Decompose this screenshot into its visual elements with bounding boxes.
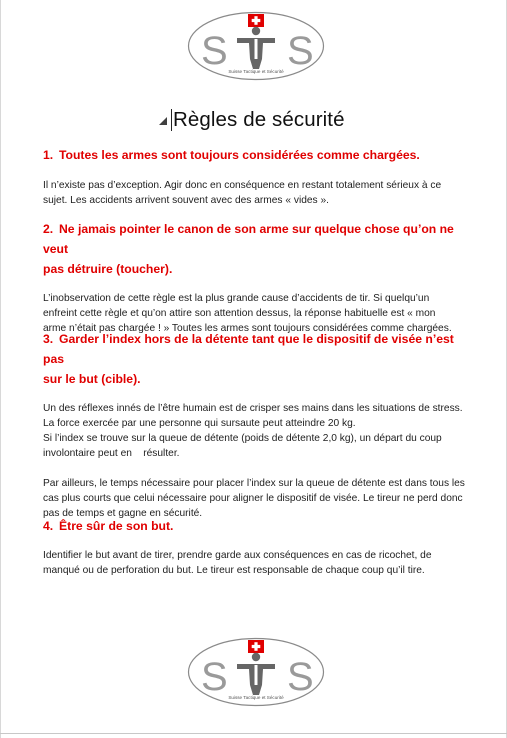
paragraph-line: enfreint cette règle et qu’on attire son attention dessus, la réponse habituelle est « mon — [43, 308, 436, 319]
logo-letter: S — [287, 29, 314, 73]
sts-logo — [187, 11, 325, 81]
paragraph-line: Un des réflexes innés de l’être humain est de crisper ses mains dans les situations de stress. — [43, 403, 463, 414]
rule-heading[interactable] — [43, 219, 468, 279]
rule-section — [43, 329, 468, 521]
logo-caption: Suisse Tactique et Sécurité — [228, 695, 284, 700]
rule-section — [43, 219, 468, 336]
page-border — [0, 0, 1, 738]
rule-paragraph[interactable] — [43, 548, 468, 578]
page-title[interactable]: Règles de sécurité — [173, 108, 345, 131]
paragraph-line: arme n’était pas chargée ! » Toutes les armes sont toujours considérées comme chargées. — [43, 323, 452, 334]
paragraph-line: Par ailleurs, le temps nécessaire pour placer l’index sur la queue de détente est dans tous les — [43, 478, 465, 489]
rule-heading-text: pas détruire (toucher). — [43, 262, 173, 276]
logo-letter: S — [287, 655, 314, 699]
paragraph-line: Si l’index se trouve sur la queue de détente (poids de détente 2,0 kg), un départ du coup — [43, 433, 442, 444]
rule-heading-text: Toutes les armes sont toujours considérées comme chargées. — [59, 148, 420, 162]
page-border — [0, 733, 507, 734]
paragraph-line: La force exercée par une personne qui sursaute peut atteindre 20 kg. — [43, 418, 356, 429]
paragraph-line: Identifier le but avant de tirer, prendre garde aux conséquences en cas de ricochet, de — [43, 550, 432, 561]
rule-heading-text: Être sûr de son but. — [59, 519, 174, 533]
rule-heading[interactable] — [43, 145, 468, 165]
logo-letter: S — [201, 29, 228, 73]
paragraph-line: manqué ou de perforation du but. Le tireur est responsable de chaque coup qu’il tire. — [43, 565, 425, 576]
rule-paragraph[interactable] — [43, 401, 468, 461]
rule-section — [43, 516, 468, 578]
rule-paragraph[interactable] — [43, 178, 468, 208]
collapse-heading-icon[interactable] — [158, 116, 168, 126]
paragraph-line: Il n’existe pas d’exception. Agir donc en conséquence en restant totalement sérieux à ce — [43, 180, 442, 191]
rule-heading[interactable] — [43, 329, 468, 389]
paragraph-line: involontaire peut en résulter. — [43, 448, 180, 459]
sts-logo — [187, 637, 325, 707]
rule-number: 4. — [43, 519, 54, 533]
rule-heading-text: Garder l’index hors de la détente tant que le dispositif de visée n’est pas — [43, 332, 454, 366]
rule-heading[interactable] — [43, 516, 468, 536]
paragraph-line: pas de temps et gagne en sécurité. — [43, 508, 203, 519]
rule-number: 1. — [43, 148, 54, 162]
paragraph-line: sujet. Les accidents arrivent souvent avec des armes « vides ». — [43, 195, 329, 206]
rule-number: 3. — [43, 332, 54, 346]
rule-section — [43, 145, 468, 208]
rule-heading-text: Ne jamais pointer le canon de son arme sur quelque chose qu’on ne veut — [43, 222, 454, 256]
logo-caption: Suisse Tactique et Sécurité — [228, 69, 284, 74]
rule-heading-text: sur le but (cible). — [43, 372, 141, 386]
rule-paragraph[interactable] — [43, 476, 468, 521]
rule-number: 2. — [43, 222, 54, 236]
logo-letter: S — [201, 655, 228, 699]
document-title-row — [158, 106, 345, 134]
paragraph-line: L’inobservation de cette règle est la plus grande cause d’accidents de tir. Si quelqu’un — [43, 293, 430, 304]
paragraph-line: cas plus courts que celui nécessaire pour aligner le dispositif de visée. Le tireur ne perd donc — [43, 493, 463, 504]
text-cursor — [171, 109, 172, 131]
